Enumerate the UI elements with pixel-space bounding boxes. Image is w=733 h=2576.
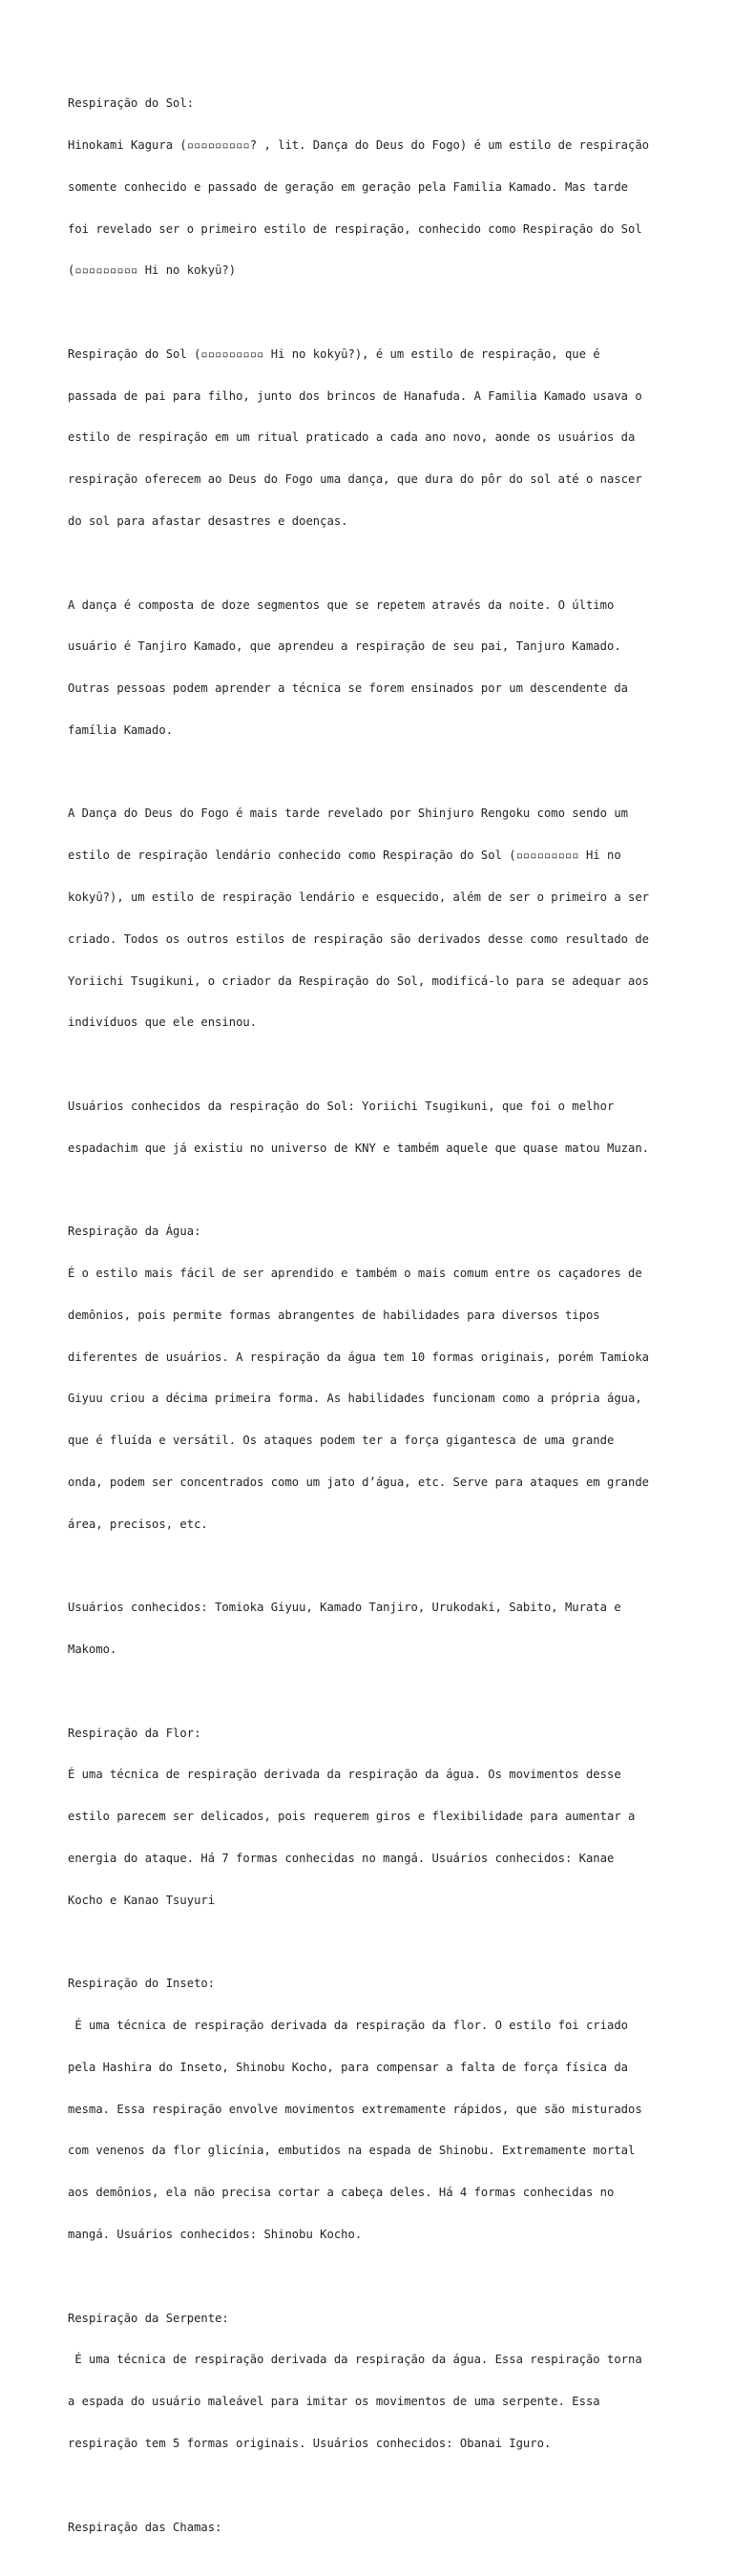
text-line: mesma. Essa respiração envolve movimentos extremamente rápidos, que são misturados [68, 2102, 642, 2116]
text-line: Usuários conhecidos: Tomioka Giyuu, Kamado Tanjiro, Urukodaki, Sabito, Murata e [68, 1601, 621, 1615]
text-line: Makomo. [68, 1643, 117, 1657]
text-line: A dança é composta de doze segmentos que se repetem através da noite. O último [68, 597, 615, 612]
text-line: com venenos da flor glicínia, embutidos na espada de Shinobu. Extremamente mortal [68, 2144, 636, 2158]
text-line: a espada do usuário maleável para imitar os movimentos de uma serpente. Essa [68, 2395, 600, 2409]
text-line: família Kamado. [68, 723, 174, 737]
heading-flame-breathing: Respiração das Chamas: [68, 2520, 222, 2534]
text-line: A Dança do Deus do Fogo é mais tarde revelado por Shinjuro Rengoku como sendo um [68, 806, 628, 821]
text-line: área, precisos, etc. [68, 1517, 208, 1531]
text-line: foi revelado ser o primeiro estilo de respiração, conhecido como Respiração do Sol [68, 221, 642, 236]
heading-insect-breathing: Respiração do Inseto: [68, 1977, 216, 1991]
text-line: respiração oferecem ao Deus do Fogo uma dança, que dura do pôr do sol até o nascer [68, 472, 642, 487]
heading-flower-breathing: Respiração da Flor: [68, 1726, 201, 1740]
text-line: respiração tem 5 formas originais. Usuários conhecidos: Obanai Iguro. [68, 2436, 552, 2450]
text-line: pela Hashira do Inseto, Shinobu Kocho, para compensar a falta de força física da [68, 2060, 628, 2074]
text-line: que é fluída e versátil. Os ataques podem ter a força gigantesca de uma grande [68, 1434, 615, 1448]
paragraph-water-users [68, 1573, 679, 1685]
text-line: aos demônios, ela não precisa cortar a cabeça deles. Há 4 formas conhecidas no [68, 2186, 615, 2200]
paragraph-sun-dance [68, 570, 679, 764]
paragraph-flower [68, 1698, 679, 1935]
paragraph-insect [68, 1949, 679, 2270]
paragraph-sun-users [68, 1072, 679, 1183]
heading-sun-breathing: Respiração do Sol: [68, 96, 195, 111]
text-line: Yoriichi Tsugikuni, o criador da Respiração do Sol, modificá-lo para se adequar aos [68, 974, 650, 988]
heading-serpent-breathing: Respiração da Serpente: [68, 2311, 229, 2325]
text-line: Hinokami Kagura (▫▫▫▫▫▫▫▫▫? , lit. Dança do Deus do Fogo) é um estilo de respiração [68, 137, 650, 152]
text-line: mangá. Usuários conhecidos: Shinobu Kocho. [68, 2228, 363, 2242]
text-line: demônios, pois permite formas abrangentes de habilidades para diversos tipos [68, 1308, 600, 1322]
text-line: passada de pai para filho, junto dos brincos de Hanafuda. A Familia Kamado usava o [68, 388, 642, 403]
text-line: somente conhecido e passado de geração em geração pela Familia Kamado. Mas tarde [68, 179, 628, 194]
paragraph-sun-legend [68, 779, 679, 1058]
paragraph-flames [68, 2492, 679, 2562]
text-line: kokyū?), um estilo de respiração lendário e esquecido, além de ser o primeiro a ser [68, 890, 650, 905]
text-line: indivíduos que ele ensinou. [68, 1016, 258, 1030]
text-line: onda, podem ser concentrados como um jato d’água, etc. Serve para ataques em grande [68, 1475, 650, 1489]
text-line: É o estilo mais fácil de ser aprendido e também o mais comum entre os caçadores de [68, 1267, 642, 1281]
text-line: energia do ataque. Há 7 formas conhecidas no mangá. Usuários conhecidos: Kanae [68, 1852, 615, 1865]
text-line: diferentes de usuários. A respiração da água tem 10 formas originais, porém Tamioka [68, 1350, 650, 1364]
text-line: É uma técnica de respiração derivada da respiração da flor. O estilo foi criado [68, 2019, 628, 2033]
document-page [68, 69, 679, 2576]
text-line: Usuários conhecidos da respiração do Sol: Yoriichi Tsugikuni, que foi o melhor [68, 1099, 615, 1113]
paragraph-sun-ritual [68, 320, 679, 556]
text-line: do sol para afastar desastres e doenças. [68, 514, 348, 528]
text-line: Outras pessoas podem aprender a técnica se forem ensinados por um descendente da [68, 681, 628, 696]
text-line: Kocho e Kanao Tsuyuri [68, 1893, 216, 1907]
text-line: É uma técnica de respiração derivada da respiração da água. Os movimentos desse [68, 1768, 621, 1782]
text-line: estilo de respiração lendário conhecido como Respiração do Sol (▫▫▫▫▫▫▫▫▫ Hi no [68, 848, 621, 863]
text-line: estilo parecem ser delicados, pois requerem giros e flexibilidade para aumentar a [68, 1810, 636, 1824]
text-line: Giyuu criou a décima primeira forma. As habilidades funcionam como a própria água, [68, 1392, 642, 1406]
paragraph-serpent [68, 2283, 679, 2478]
text-line: É uma técnica de respiração derivada da respiração da água. Essa respiração torna [68, 2353, 642, 2367]
paragraph-water [68, 1197, 679, 1559]
text-line: Respiração do Sol (▫▫▫▫▫▫▫▫▫ Hi no kokyū?), é um estilo de respiração, que é [68, 346, 600, 361]
text-line: usuário é Tanjiro Kamado, que aprendeu a respiração de seu pai, Tanjuro Kamado. [68, 639, 621, 654]
text-line: espadachim que já existiu no universo de KNY e também aquele que quase matou Muzan. [68, 1141, 650, 1155]
heading-water-breathing: Respiração da Água: [68, 1225, 201, 1239]
paragraph-sun-intro [68, 69, 679, 305]
text-line: estilo de respiração em um ritual praticado a cada ano novo, aonde os usuários da [68, 430, 636, 445]
text-line: (▫▫▫▫▫▫▫▫▫ Hi no kokyū?) [68, 263, 237, 278]
text-line: criado. Todos os outros estilos de respiração são derivados desse como resultado de [68, 932, 650, 946]
